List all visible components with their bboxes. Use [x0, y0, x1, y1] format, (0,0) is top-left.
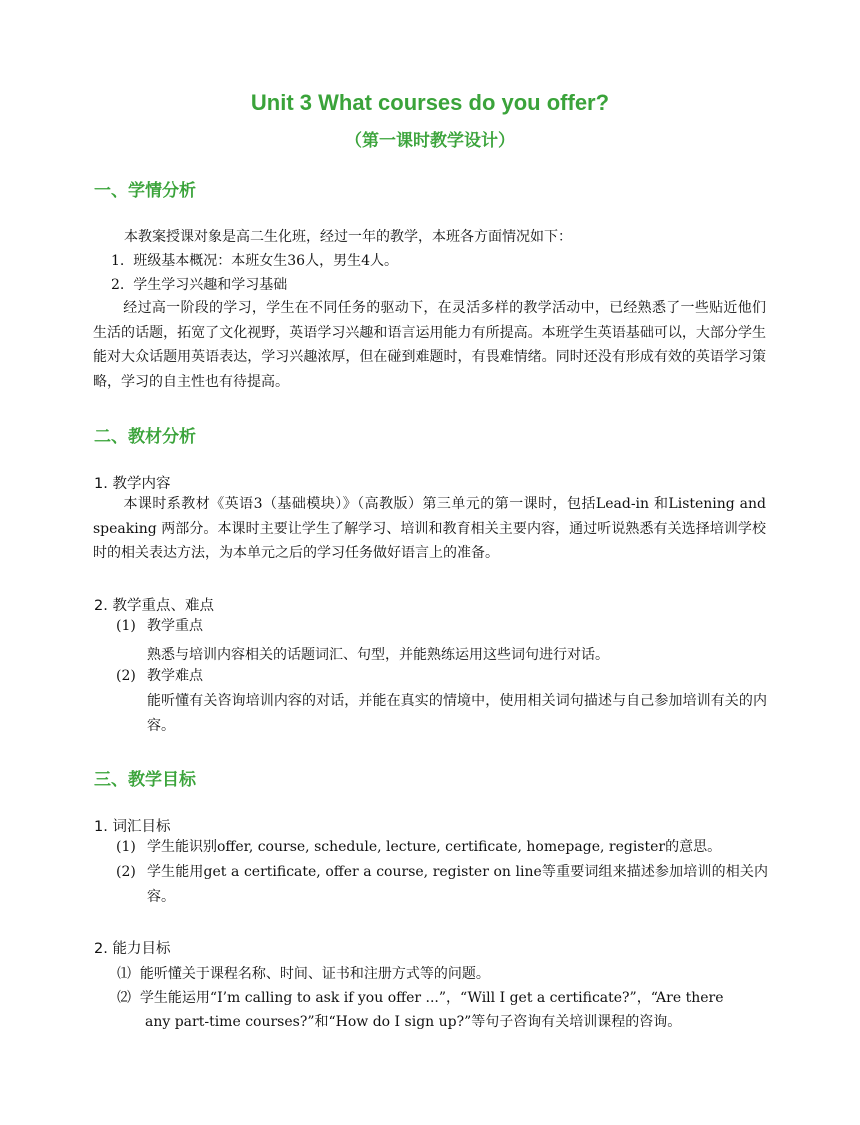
paragraph-text: 本课时系教材《英语3（基础模块）》（高教版）第三单元的第一课时，包括Lead-in 和Listening and speaking 两部分。本课时主要让学生了解学习、培训和教育相关主要内容，通过听说熟悉有关选择培训学校时的相关表达方法，为本单元之后的学习任务做好语言上的准备。 — [93, 496, 766, 561]
list-item-vocab-2 — [116, 860, 768, 905]
list-label: 教学重点 — [147, 618, 203, 634]
list-number: (2) — [116, 864, 136, 880]
list-number: 1. — [111, 253, 125, 269]
list-item-vocab-1 — [116, 835, 768, 860]
list-text: 学生学习兴趣和学习基础 — [133, 277, 288, 293]
list-text: 班级基本概况：本班女生36人，男生4人。 — [133, 253, 398, 269]
list-item-class-overview — [111, 250, 398, 270]
list-item-key-point — [116, 614, 768, 639]
subheading-key-difficult-points: 2. 教学重点、难点 — [94, 598, 214, 614]
list-number: (1) — [116, 618, 136, 634]
list-item-interest-foundation — [111, 274, 287, 294]
section-heading-material-analysis: 二、教材分析 — [94, 427, 196, 447]
list-text-line1: 学生能运用“I’m calling to ask if you offer ...”，“Will I get a certificate?”，“Are there — [139, 990, 724, 1006]
list-text: 学生能识别offer, course, schedule, lecture, certificate, homepage, register的意思。 — [147, 839, 722, 855]
list-number: (2) — [116, 668, 136, 684]
list-number: 2. — [111, 277, 125, 293]
list-number: ⑴ — [117, 966, 131, 982]
list-text-line2: any part-time courses?”和“How do I sign up?”等句子咨询有关培训课程的咨询。 — [145, 1014, 682, 1030]
list-item-ability-2 — [117, 987, 724, 1007]
key-point-text: 熟悉与培训内容相关的话题词汇、句型，并能熟练运用这些词句进行对话。 — [147, 647, 609, 663]
intro-line: 本教案授课对象是高二生化班，经过一年的教学，本班各方面情况如下： — [124, 229, 572, 245]
list-item-difficult-point — [116, 664, 768, 689]
teaching-content-paragraph — [93, 492, 766, 566]
document-title: Unit 3 What courses do you offer? — [250, 90, 610, 115]
difficult-point-text: 能听懂有关咨询培训内容的对话，并能在真实的情境中，使用相关词句描述与自己参加培训有关的内容。 — [147, 693, 767, 734]
section-heading-learner-analysis: 一、学情分析 — [94, 181, 196, 201]
subheading-teaching-content: 1. 教学内容 — [94, 476, 171, 492]
list-text: 能听懂关于课程名称、时间、证书和注册方式等的问题。 — [139, 966, 490, 982]
list-item-ability-1 — [117, 963, 490, 983]
list-text: 学生能用get a certificate, offer a course, register on line等重要词组来描述参加培训的相关内容。 — [147, 864, 768, 905]
list-label: 教学难点 — [147, 668, 203, 684]
paragraph-text: 经过高一阶段的学习，学生在不同任务的驱动下，在灵活多样的教学活动中，已经熟悉了一些贴近他们生活的话题，拓宽了文化视野，英语学习兴趣和语言运用能力有所提高。本班学生英语基础可以，大部分学生能对大众话题用英语表达，学习兴趣浓厚，但在碰到难题时，有畏难情绪。同时还没有形成有效的英语学习策略，学习的自主性也有待提高。 — [93, 300, 766, 390]
section-heading-teaching-objectives: 三、教学目标 — [94, 770, 196, 790]
document-subtitle: （第一课时教学设计） — [345, 131, 515, 151]
subheading-ability-objectives: 2. 能力目标 — [94, 941, 171, 957]
list-number: ⑵ — [117, 990, 131, 1006]
subheading-vocabulary-objectives: 1. 词汇目标 — [94, 819, 171, 835]
list-number: (1) — [116, 839, 136, 855]
learner-analysis-paragraph — [93, 296, 766, 394]
